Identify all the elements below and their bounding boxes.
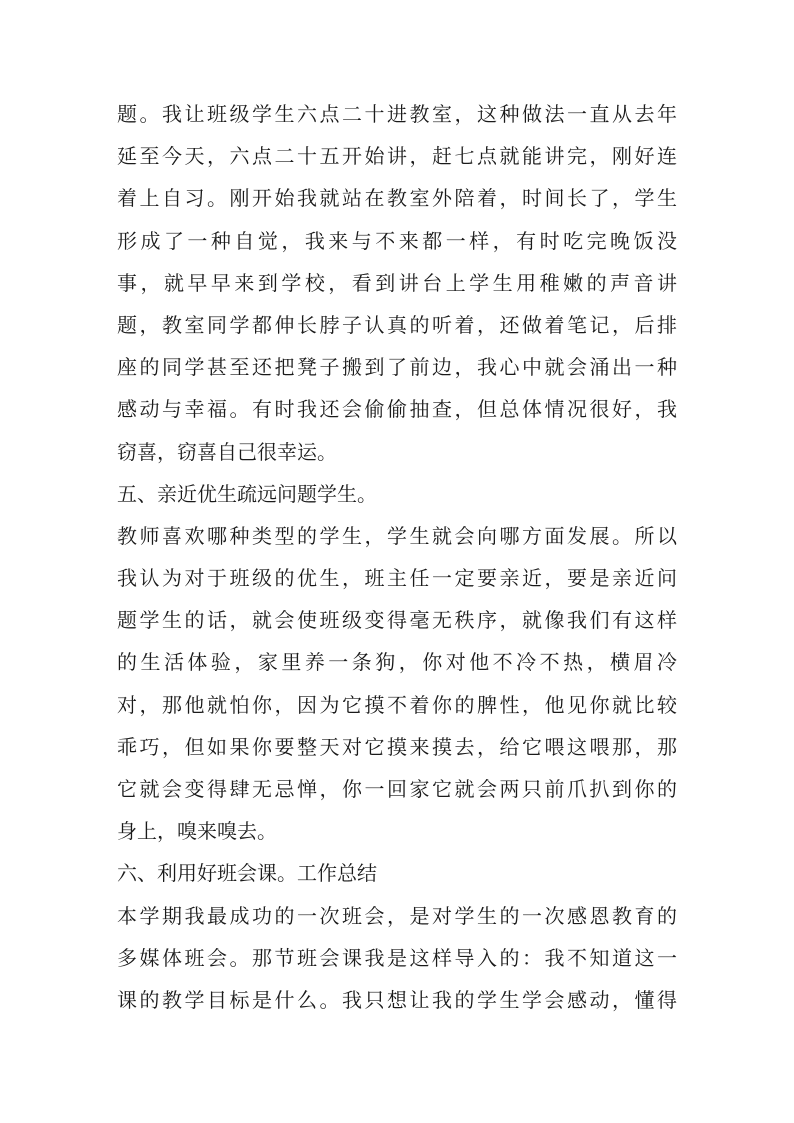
paragraph-line: 它就会变得肆无忌惮，你一回家它就会两只前爪扒到你的 — [117, 777, 677, 801]
paragraph-line: 题，教室同学都伸长脖子认真的听着，还做着笔记，后排 — [117, 312, 677, 337]
paragraph-line: 题。我让班级学生六点二十进教室，这种做法一直从去年 — [117, 102, 677, 126]
paragraph-line: 身上，嗅来嗅去。 — [117, 819, 277, 844]
paragraph-line: 乖巧，但如果你要整天对它摸来摸去，给它喂这喂那，那 — [117, 734, 677, 759]
paragraph-line: 题学生的话，就会使班级变得毫无秩序，就像我们有这样 — [117, 608, 677, 633]
paragraph-line: 教师喜欢哪种类型的学生，学生就会向哪方面发展。所以 — [117, 523, 677, 548]
paragraph-line: 窃喜，窃喜自己很幸运。 — [117, 439, 337, 464]
section-heading: 六、利用好班会课。工作总结 — [117, 861, 377, 886]
paragraph-line: 着上自习。刚开始我就站在教室外陪着，时间长了，学生 — [117, 186, 677, 211]
paragraph-line: 座的同学甚至还把凳子搬到了前边，我心中就会涌出一种 — [117, 355, 677, 380]
paragraph-line: 的生活体验，家里养一条狗，你对他不冷不热，横眉冷 — [117, 650, 677, 675]
paragraph-line: 我认为对于班级的优生，班主任一定要亲近，要是亲近问 — [117, 566, 677, 591]
paragraph-line: 延至今天，六点二十五开始讲，赶七点就能讲完，刚好连 — [117, 144, 677, 169]
paragraph-line: 对，那他就怕你，因为它摸不着你的脾性，他见你就比较 — [117, 692, 677, 717]
paragraph-line: 课的教学目标是什么。我只想让我的学生学会感动，懂得 — [117, 987, 677, 1012]
paragraph-line: 感动与幸福。有时我还会偷偷抽查，但总体情况很好，我 — [117, 397, 677, 422]
section-heading: 五、亲近优生疏远问题学生。 — [117, 481, 377, 506]
paragraph-line: 多媒体班会。那节班会课我是这样导入的：我不知道这一 — [117, 945, 677, 970]
paragraph-line: 本学期我最成功的一次班会，是对学生的一次感恩教育的 — [117, 903, 677, 928]
paragraph-line: 形成了一种自觉，我来与不来都一样，有时吃完晚饭没 — [117, 228, 677, 253]
paragraph-line: 事，就早早来到学校，看到讲台上学生用稚嫩的声音讲 — [117, 270, 677, 295]
document-body — [117, 93, 677, 1021]
